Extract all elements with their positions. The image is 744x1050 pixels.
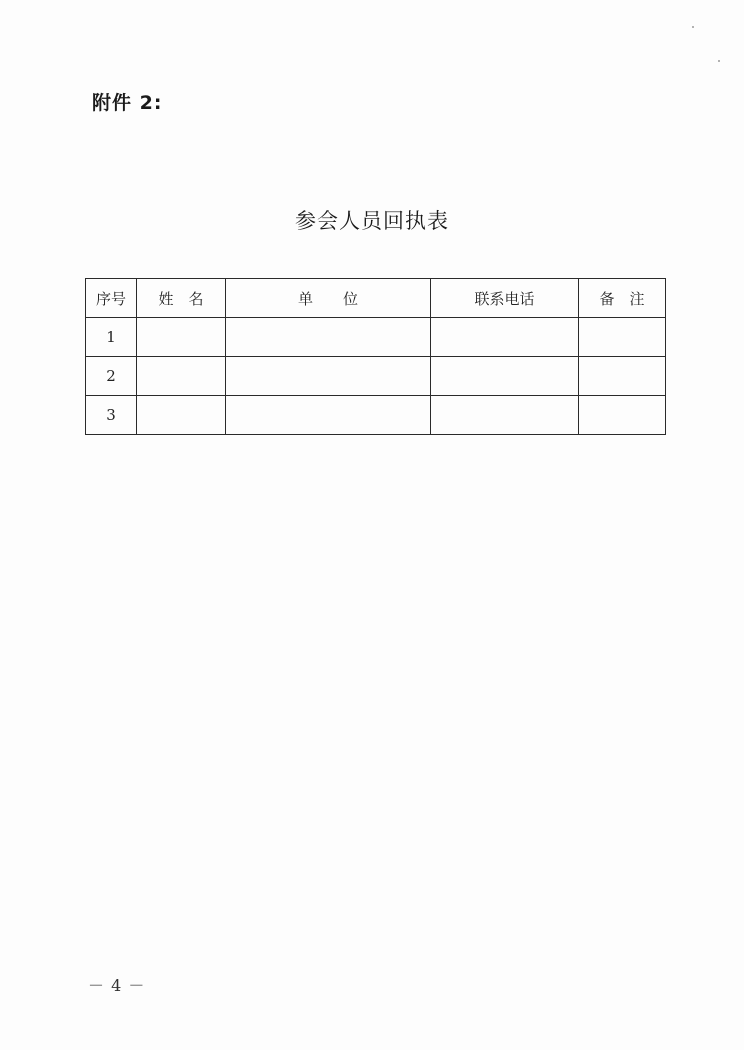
cell-phone[interactable]	[431, 396, 579, 435]
header-phone: 联系电话	[431, 279, 579, 318]
table-row	[86, 396, 666, 435]
table-row	[86, 357, 666, 396]
cell-serial-number: 2	[86, 357, 137, 396]
cell-phone[interactable]	[431, 357, 579, 396]
cell-serial-number: 1	[86, 318, 137, 357]
attendee-receipt-table	[85, 278, 666, 435]
cell-name[interactable]	[137, 396, 226, 435]
table-row	[86, 318, 666, 357]
header-remarks: 备 注	[579, 279, 666, 318]
attachment-label: 附件 2:	[92, 92, 163, 114]
cell-name[interactable]	[137, 357, 226, 396]
cell-remarks[interactable]	[579, 357, 666, 396]
scan-speck	[718, 60, 720, 62]
page-number: － 4 －	[88, 976, 146, 995]
cell-serial-number: 3	[86, 396, 137, 435]
cell-remarks[interactable]	[579, 318, 666, 357]
cell-organization[interactable]	[226, 396, 431, 435]
header-name: 姓 名	[137, 279, 226, 318]
header-organization: 单 位	[226, 279, 431, 318]
cell-name[interactable]	[137, 318, 226, 357]
header-serial-number: 序号	[86, 279, 137, 318]
page-title: 参会人员回执表	[295, 209, 449, 233]
cell-phone[interactable]	[431, 318, 579, 357]
table-header-row	[86, 279, 666, 318]
scan-speck	[692, 26, 694, 28]
cell-organization[interactable]	[226, 318, 431, 357]
cell-organization[interactable]	[226, 357, 431, 396]
cell-remarks[interactable]	[579, 396, 666, 435]
